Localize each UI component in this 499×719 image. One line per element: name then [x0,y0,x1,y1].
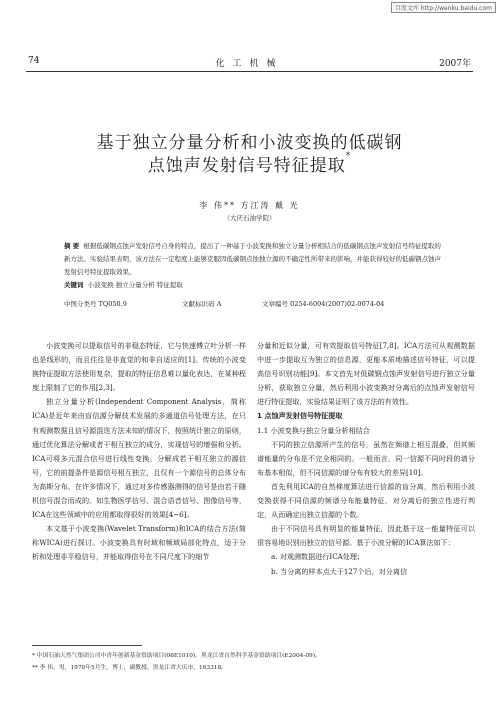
paragraph: 不同的独立信源所产生的信号，虽然在频谱上相互混叠，但其频谱能量的分布是不完全相同的。一般而言，同一信源不同时段的谱分布基本相似，但不同信源的谱分布有较大的差异[10]。 [257,439,475,477]
article-number: 文章编号 0254-6094(2007)02-0074-04 [262,300,385,308]
paragraph: 由于不同信号具有明显的能量特征，因此基于这一能量特征可以很容易地识别出独立的信号源。基于小波分解的ICA算法如下： [257,524,475,548]
document-code: 文献标识码 A [182,300,222,308]
paragraph: 小波变换可以提取信号的非稳态特征，它与快速傅立叶分析一样也是线形的，而且往往是非直觉的和非自适应的[1]。传统的小波变换特征提取方法使用复杂，提取的特征信息难以量化表达，在某种程度上限制了它的作用[2,3]。 [32,341,246,393]
clc-number: 中图分类号 TQ050.9 [64,300,127,308]
abstract [64,240,447,292]
abstract-label: 摘 要 [64,242,80,250]
list-item: a. 对观测数据进行ICA处理； [271,552,365,562]
authors: 李 伟** 方江涛 戴 光 [199,201,300,210]
paragraph: 独立分量分析(Independent Component Analysis，简称ICA)是近年来由盲信源分解技术发展的多通道信号处理方法，在只有观测数据且信号源混迭方法未知的情况下，按照统计独立的原则，通过优化算法分解或者干相互独立的成分，实现信号的增强和分析。ICA可将多元混合信号进行线性变换，分解成若干相互独立的源信号，它的前提条件是源信号相互独立，且仅有一个源信号的总体分布为高斯分布。在许多情况下，通过对多传感器测得的信号是由若干随机信号混合而成的。如生物医学信号、混合语音信号、图像信号等，ICA在这些领域中的应用都取得很好的效果[4~6]。 [32,397,246,520]
watermark: 百度文库 http://wenku.baidu.com [391,2,496,13]
list-item: b. 当分离的样本点大于127个后，对分离信 [271,566,408,576]
right-column [257,339,475,579]
abstract-text: 根据低碳钢点蚀声发射信号自身的特点，提出了一种基于小波变换和独立分量分析相结合的低碳钢点蚀声发射信号特征提取的新方法。实验结果表明，该方法在一定程度上能够克服因低碳钢点蚀独立源的不确定性所带来的影响，并能获得较好的低碳钢点蚀声发射信号特征提取效果。 [64,242,441,276]
keywords-text: 小波变换 独立分量分析 特征提取 [87,281,183,289]
issue-year: 2007年 [439,59,471,69]
left-column [32,339,246,565]
title-line-2 [0,151,499,176]
running-header [26,56,473,70]
page-number: 74 [28,56,40,66]
footnote-rule [32,645,142,646]
subsection-heading: 1.1 小波变换与独立分量分析相结合 [257,425,370,435]
keywords-label: 关键词 [64,281,84,289]
paragraph: 本文基于小波变换(Wavelet Transform)和ICA的结合方法(简称WICA)进行探讨。小波变换具有时域和频域局部化特点，适于分析和处理非平稳信号，并能取得信号在不同尺度下的细节 [32,524,246,562]
paragraph: 分量和近似分量，可有效提取信号特征[7,8]。ICA方法可从观测数据中进一步提取互为独立的信息源，更能本质地描述信号特征，可以提高信号识别功能[9]。本文首先对低碳钢点蚀声发射信号进行独立分量分析，获取独立分量，然后利用小波变换对分离后的点蚀声发射信号进行特征提取，实验结果证明了该方法的有效性。 [257,341,475,407]
header-rule [26,71,473,72]
journal-name: 化工机械 [215,59,284,69]
paragraph: 首先利用ICA的自然梯度算法进行信源的盲分离，然后利用小波变换获得不同信源的频谱分布能量特征，对分离后的独立性进行判定，从而确定出独立信源的个数。 [257,481,475,520]
footnote-author: ** 李 伟，男，1970年5月生，博士，副教授。黑龙江省大庆市，163318。 [32,665,227,671]
title-line-1: 基于独立分量分析和小波变换的低碳钢 [96,133,403,153]
title-line-2-text: 点蚀声发射信号特征提取 [147,156,346,176]
title-footnote-mark: * [345,151,352,161]
footnote-funding: * 中国石油天然气集团公司中青年创新基金资助项目(06E1010)，黑龙江省自然科学基金资助项目(E2004-09)。 [32,653,321,659]
affiliation: （大庆石油学院） [223,214,276,222]
section-heading: 1 点蚀声发射信号特征提取 [257,411,343,421]
